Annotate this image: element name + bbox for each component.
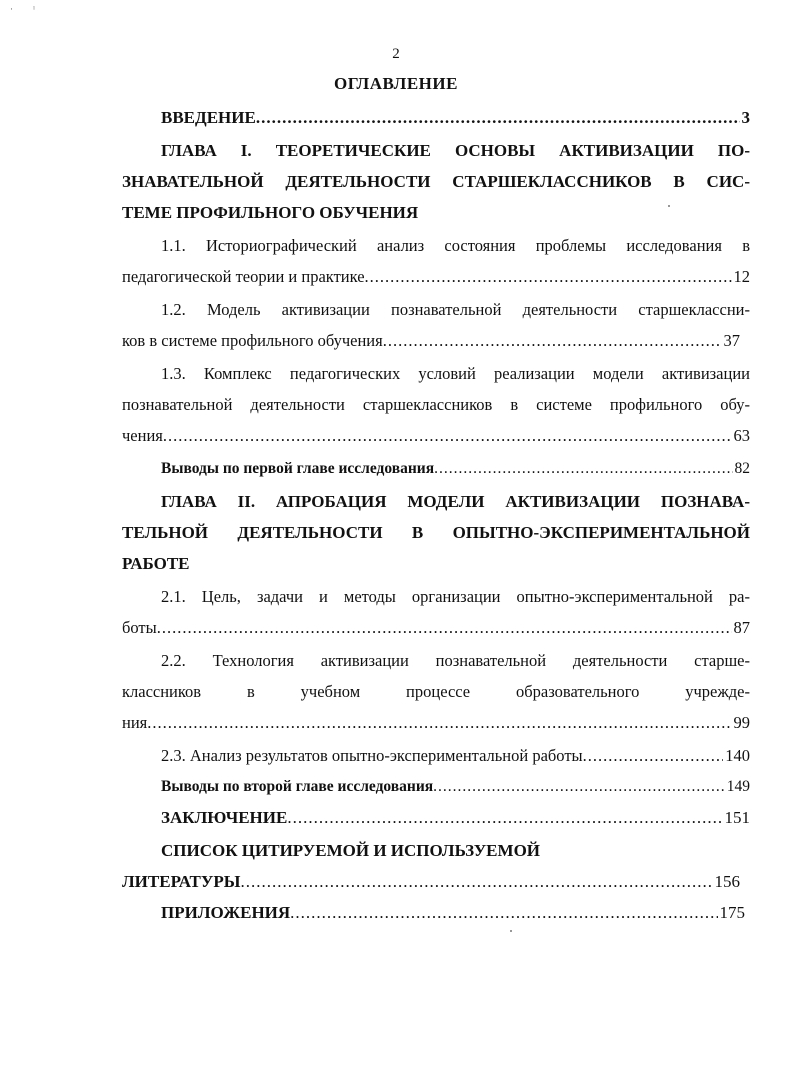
toc-entry-page: 63	[733, 426, 750, 445]
toc-entry-section-1-1[interactable]	[122, 261, 750, 292]
toc-entry-references[interactable]	[122, 866, 740, 897]
toc-entry-page: 151	[724, 808, 750, 827]
section-2-1-line[interactable]: 2.1. Цель, задачи и методы организации опытно-экспериментальной ра-	[161, 587, 750, 606]
toc-entry-page: 175	[719, 903, 745, 922]
dot-leader	[583, 740, 724, 771]
toc-entry-text: ПРИЛОЖЕНИЯ	[161, 903, 291, 922]
section-2-2-line[interactable]: классников в учебном процессе образовательного учрежде-	[122, 682, 750, 701]
section-1-3-line[interactable]: 1.3. Комплекс педагогических условий реализации модели активизации	[161, 364, 750, 383]
dot-leader	[256, 102, 740, 133]
toc-entry-chapter-1-conclusions[interactable]	[122, 453, 750, 484]
dot-leader	[365, 261, 732, 292]
toc-entry-section-2-3[interactable]	[122, 740, 750, 771]
dot-leader	[287, 802, 722, 833]
toc-entry-page: 140	[725, 746, 750, 765]
toc-entry-page: 3	[741, 108, 750, 127]
toc-entry-chapter-2-conclusions[interactable]	[122, 771, 750, 802]
section-1-3-line[interactable]: познавательной деятельности старшеклассников в системе профильного обу-	[122, 395, 750, 414]
toc-entry-introduction[interactable]	[122, 102, 750, 133]
chapter-2-title-line[interactable]: РАБОТЕ	[122, 554, 190, 573]
scan-speck: · ˡ	[10, 4, 35, 14]
toc-entry-page: 99	[733, 713, 750, 732]
toc-entry-page: 156	[714, 872, 740, 891]
dot-leader	[147, 707, 731, 738]
dot-leader	[433, 771, 725, 802]
toc-entry-section-2-2[interactable]	[122, 707, 750, 738]
dot-leader	[240, 866, 712, 897]
dot-leader	[383, 325, 722, 356]
toc-entry-text: ВВЕДЕНИЕ	[161, 108, 256, 127]
toc-entry-section-1-3[interactable]	[122, 420, 750, 451]
toc-entry-text: ЛИТЕРАТУРЫ	[122, 872, 241, 891]
toc-entry-text: боты	[122, 618, 157, 637]
section-2-2-line[interactable]: 2.2. Технология активизации познавательной деятельности старше-	[161, 651, 750, 670]
table-of-contents	[122, 102, 750, 928]
dot-leader	[163, 420, 732, 451]
references-title-line[interactable]: СПИСОК ЦИТИРУЕМОЙ И ИСПОЛЬЗУЕМОЙ	[161, 841, 541, 860]
scan-speck	[510, 930, 512, 932]
toc-entry-appendix[interactable]	[122, 897, 745, 928]
chapter-1-title-line[interactable]: ЗНАВАТЕЛЬНОЙ ДЕЯТЕЛЬНОСТИ СТАРШЕКЛАССНИКОВ В СИС-	[122, 172, 750, 191]
toc-entry-conclusion[interactable]	[122, 802, 750, 833]
toc-title: ОГЛАВЛЕНИЕ	[334, 74, 458, 93]
toc-entry-section-1-2[interactable]	[122, 325, 740, 356]
toc-entry-text: Выводы по второй главе исследования	[161, 778, 434, 795]
toc-entry-text: 2.3. Анализ результатов опытно-экспериментальной работы	[161, 746, 583, 765]
page-number: 2	[392, 46, 400, 62]
toc-entry-page: 87	[733, 618, 750, 637]
toc-entry-page: 82	[734, 460, 750, 477]
toc-entry-page: 37	[723, 331, 740, 350]
toc-entry-section-2-1[interactable]	[122, 612, 750, 643]
toc-entry-page: 149	[726, 778, 750, 795]
toc-entry-text: ЗАКЛЮЧЕНИЕ	[161, 808, 288, 827]
section-1-1-line[interactable]: 1.1. Историографический анализ состояния проблемы исследования в	[161, 236, 750, 255]
dot-leader	[290, 897, 717, 928]
toc-entry-text: чения	[122, 426, 163, 445]
toc-entry-text: педагогической теории и практике	[122, 267, 365, 286]
toc-entry-text: Выводы по первой главе исследования	[161, 460, 435, 477]
toc-entry-text: ков в системе профильного обучения	[122, 331, 383, 350]
chapter-2-title-line[interactable]: ТЕЛЬНОЙ ДЕЯТЕЛЬНОСТИ В ОПЫТНО-ЭКСПЕРИМЕНТАЛЬНОЙ	[122, 523, 750, 542]
chapter-1-title-line[interactable]: ТЕМЕ ПРОФИЛЬНОГО ОБУЧЕНИЯ	[122, 203, 419, 222]
chapter-1-title-line[interactable]: ГЛАВА I. ТЕОРЕТИЧЕСКИЕ ОСНОВЫ АКТИВИЗАЦИИ ПО-	[161, 141, 750, 160]
dot-leader	[157, 612, 732, 643]
chapter-2-title-line[interactable]: ГЛАВА II. АПРОБАЦИЯ МОДЕЛИ АКТИВИЗАЦИИ ПОЗНАВА-	[161, 492, 750, 511]
section-1-2-line[interactable]: 1.2. Модель активизации познавательной деятельности старшеклассни-	[161, 300, 750, 319]
toc-entry-page: 12	[733, 267, 750, 286]
toc-entry-text: ния	[122, 713, 148, 732]
dot-leader	[434, 453, 732, 484]
